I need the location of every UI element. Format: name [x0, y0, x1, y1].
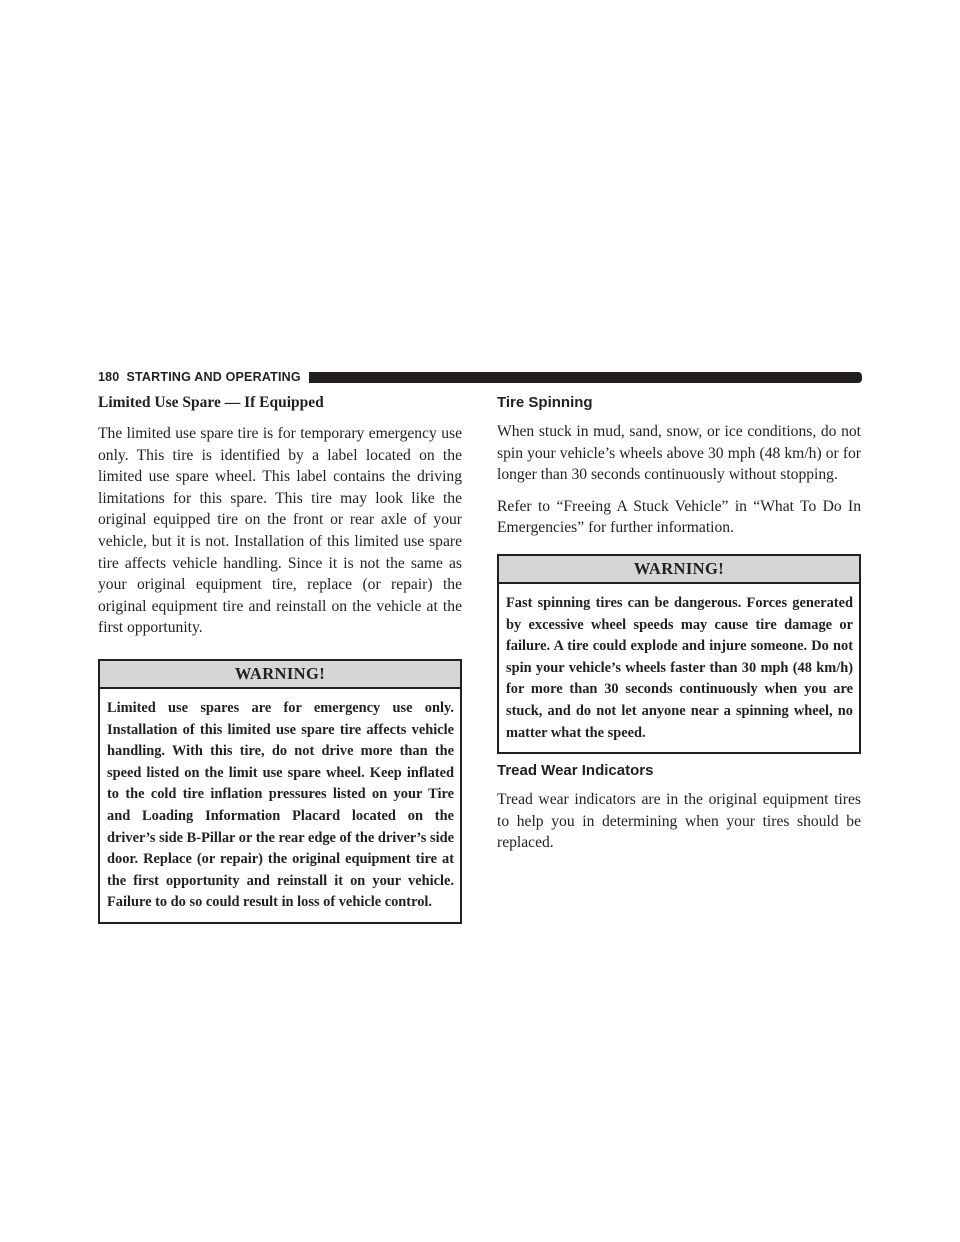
tread-wear-heading: Tread Wear Indicators [497, 762, 654, 780]
warning-text: Fast spinning tires can be dangerous. Forces generated by excessive wheel speeds may cause tire damage or failure. A tire could explode and injure someone. Do not spin your vehicle’s wheels faster than 30 mph (48 km/h) for more than 30 seconds continuously when you are stuck, and do not let anyone near a spinning wheel, no matter what the speed. [506, 594, 853, 741]
page-number: 180 [98, 370, 120, 384]
spare-warning-box [98, 659, 462, 924]
header-rule [309, 372, 862, 383]
page-header [98, 369, 862, 385]
limited-use-spare-heading: Limited Use Spare — If Equipped [98, 394, 324, 411]
right-column [497, 393, 861, 864]
warning-title: WARNING! [499, 556, 859, 584]
warning-title: WARNING! [100, 661, 460, 689]
spinning-warning-box [497, 554, 861, 754]
tread-wear-paragraph: Tread wear indicators are in the original equipment tires to help you in determining when your tires should be replaced. [497, 791, 861, 852]
tire-spinning-heading: Tire Spinning [497, 394, 593, 411]
section-title: STARTING AND OPERATING [126, 370, 301, 384]
tire-spinning-paragraph: When stuck in mud, sand, snow, or ice conditions, do not spin your vehicle’s wheels above 30 mph (48 km/h) or for longer than 30 seconds continuously without stopping. [497, 423, 861, 484]
freeing-vehicle-reference: Refer to “Freeing A Stuck Vehicle” in “What To Do In Emergencies” for further information. [497, 497, 861, 537]
left-column [98, 393, 462, 924]
warning-text: Limited use spares are for emergency use only. Installation of this limited use spare tire affects vehicle handling. With this tire, do not drive more than the speed listed on the limit use spare wheel. Keep inflated to the cold tire inflation pressures listed on your Tire and Loading Information Placard located on the driver’s side B-Pillar or the rear edge of the driver’s side door. Replace (or repair) the original equipment tire at the first opportunity and reinstall it on your vehicle. Failure to do so could result in loss of vehicle control. [107, 699, 454, 911]
limited-use-spare-paragraph: The limited use spare tire is for temporary emergency use only. This tire is identified by a label located on the limited use spare wheel. This label contains the driving limitations for this spare. This tire may look like the original equipped tire on the front or rear axle of your vehicle, but it is not. Installation of this limited use spare tire affects vehicle handling. Since it is not the same as your original equipment tire, replace (or repair) the original equipment tire and reinstall on the vehicle at the first opportunity. [98, 425, 462, 637]
